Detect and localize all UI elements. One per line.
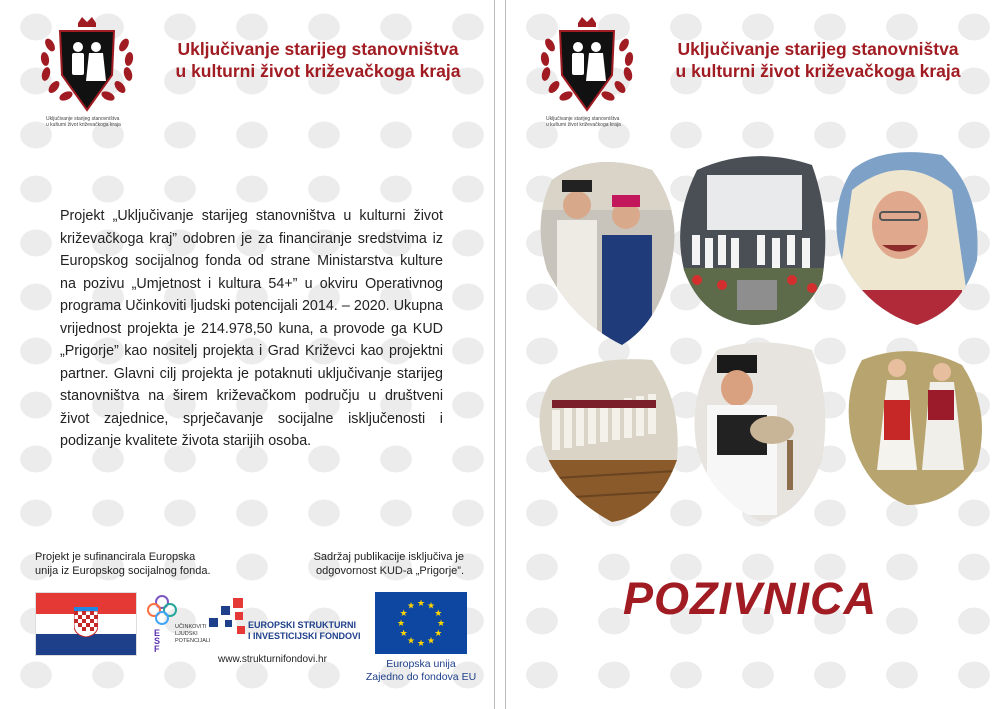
eu-star-icon: ★	[406, 635, 416, 646]
photo-bagpiper	[682, 330, 842, 525]
eu-star-icon: ★	[434, 628, 443, 638]
structural-funds-label: EUROPSKI STRUKTURNI I INVESTICIJSKI FONDOVI	[248, 620, 361, 641]
eu-star-icon: ★	[406, 600, 416, 611]
eu-star-icon: ★	[416, 638, 426, 648]
eu-star-icon: ★	[426, 635, 436, 646]
eu-star-icon: ★	[396, 618, 406, 628]
page-title: Uključivanje starijeg stanovništva u kulturni život križevačkoga kraja	[175, 39, 461, 81]
photo-woman-headscarf	[822, 150, 992, 330]
eu-star-icon: ★	[426, 600, 436, 611]
photo-stage	[672, 150, 832, 330]
croatia-flag	[35, 592, 137, 656]
project-description: Projekt „Uključivanje starijeg stanovništva u kulturni život križevačkoga kraj” odobren je za financiranje sredstvima iz Europskog socijalnog fonda od strane Ministarstva kulture na pozivu „Umjetnost i kultura 54+” u okviru Operativnog programa Učinkoviti ljudski potencijali 2014. – 2020. Ukupna vrijednost projekta je 214.978,50 kuna, a provode ga KUD „Prigorje” kao nositelj projekta i Grad Križevci kao projektni partner. Glavni cilj projekta je potaknuti uključivanje starijeg stanovništva na širem križevačkom području u društveni život zajednice, sprječavanje socijalne isključenosti i podizanje kvalitete života starijih osoba.	[60, 208, 443, 449]
page-spine	[494, 0, 506, 709]
eu-star-icon: ★	[399, 608, 408, 618]
photo-dancers	[842, 340, 992, 520]
logo-caption: Uključivanje starijeg stanovništva u kulturni život križevačkoga kraja	[46, 116, 121, 128]
eu-flag	[375, 592, 467, 654]
cofinanced-note: Projekt je sufinancirala Europska unija iz Europskog socijalnog fonda.	[35, 551, 211, 577]
back-page	[0, 0, 494, 709]
svg-text:S: S	[154, 636, 161, 646]
coat-of-arms-icon	[74, 607, 98, 637]
eu-star-icon: ★	[416, 598, 426, 608]
svg-text:F: F	[154, 644, 160, 654]
invitation-heading: POZIVNICA	[622, 573, 878, 624]
logo-caption: Uključivanje starijeg stanovništva u kulturni život križevačkoga kraja	[546, 116, 621, 128]
eu-star-icon: ★	[434, 608, 443, 618]
eu-stars-icon	[375, 592, 467, 654]
photo-couple	[522, 150, 692, 350]
disclaimer-note: Sadržaj publikacije isključiva je odgovornost KUD-a „Prigorje”.	[313, 551, 464, 577]
eu-star-icon: ★	[399, 628, 408, 638]
esf-label: UČINKOVITI LJUDSKI POTENCIJALI	[175, 624, 211, 644]
photo-choir	[522, 350, 692, 525]
cover-page	[506, 0, 1000, 709]
svg-text:E: E	[154, 628, 161, 638]
eu-star-icon: ★	[436, 618, 446, 628]
kud-logo	[32, 15, 142, 115]
photo-collage	[522, 150, 992, 525]
page-title: Uključivanje starijeg stanovništva u kulturni život križevačkoga kraja	[675, 39, 961, 81]
kud-logo	[532, 15, 642, 115]
eu-label: Europska unija Zajedno do fondova EU	[365, 658, 477, 683]
funds-website-link[interactable]: www.strukturnifondovi.hr	[218, 654, 327, 665]
